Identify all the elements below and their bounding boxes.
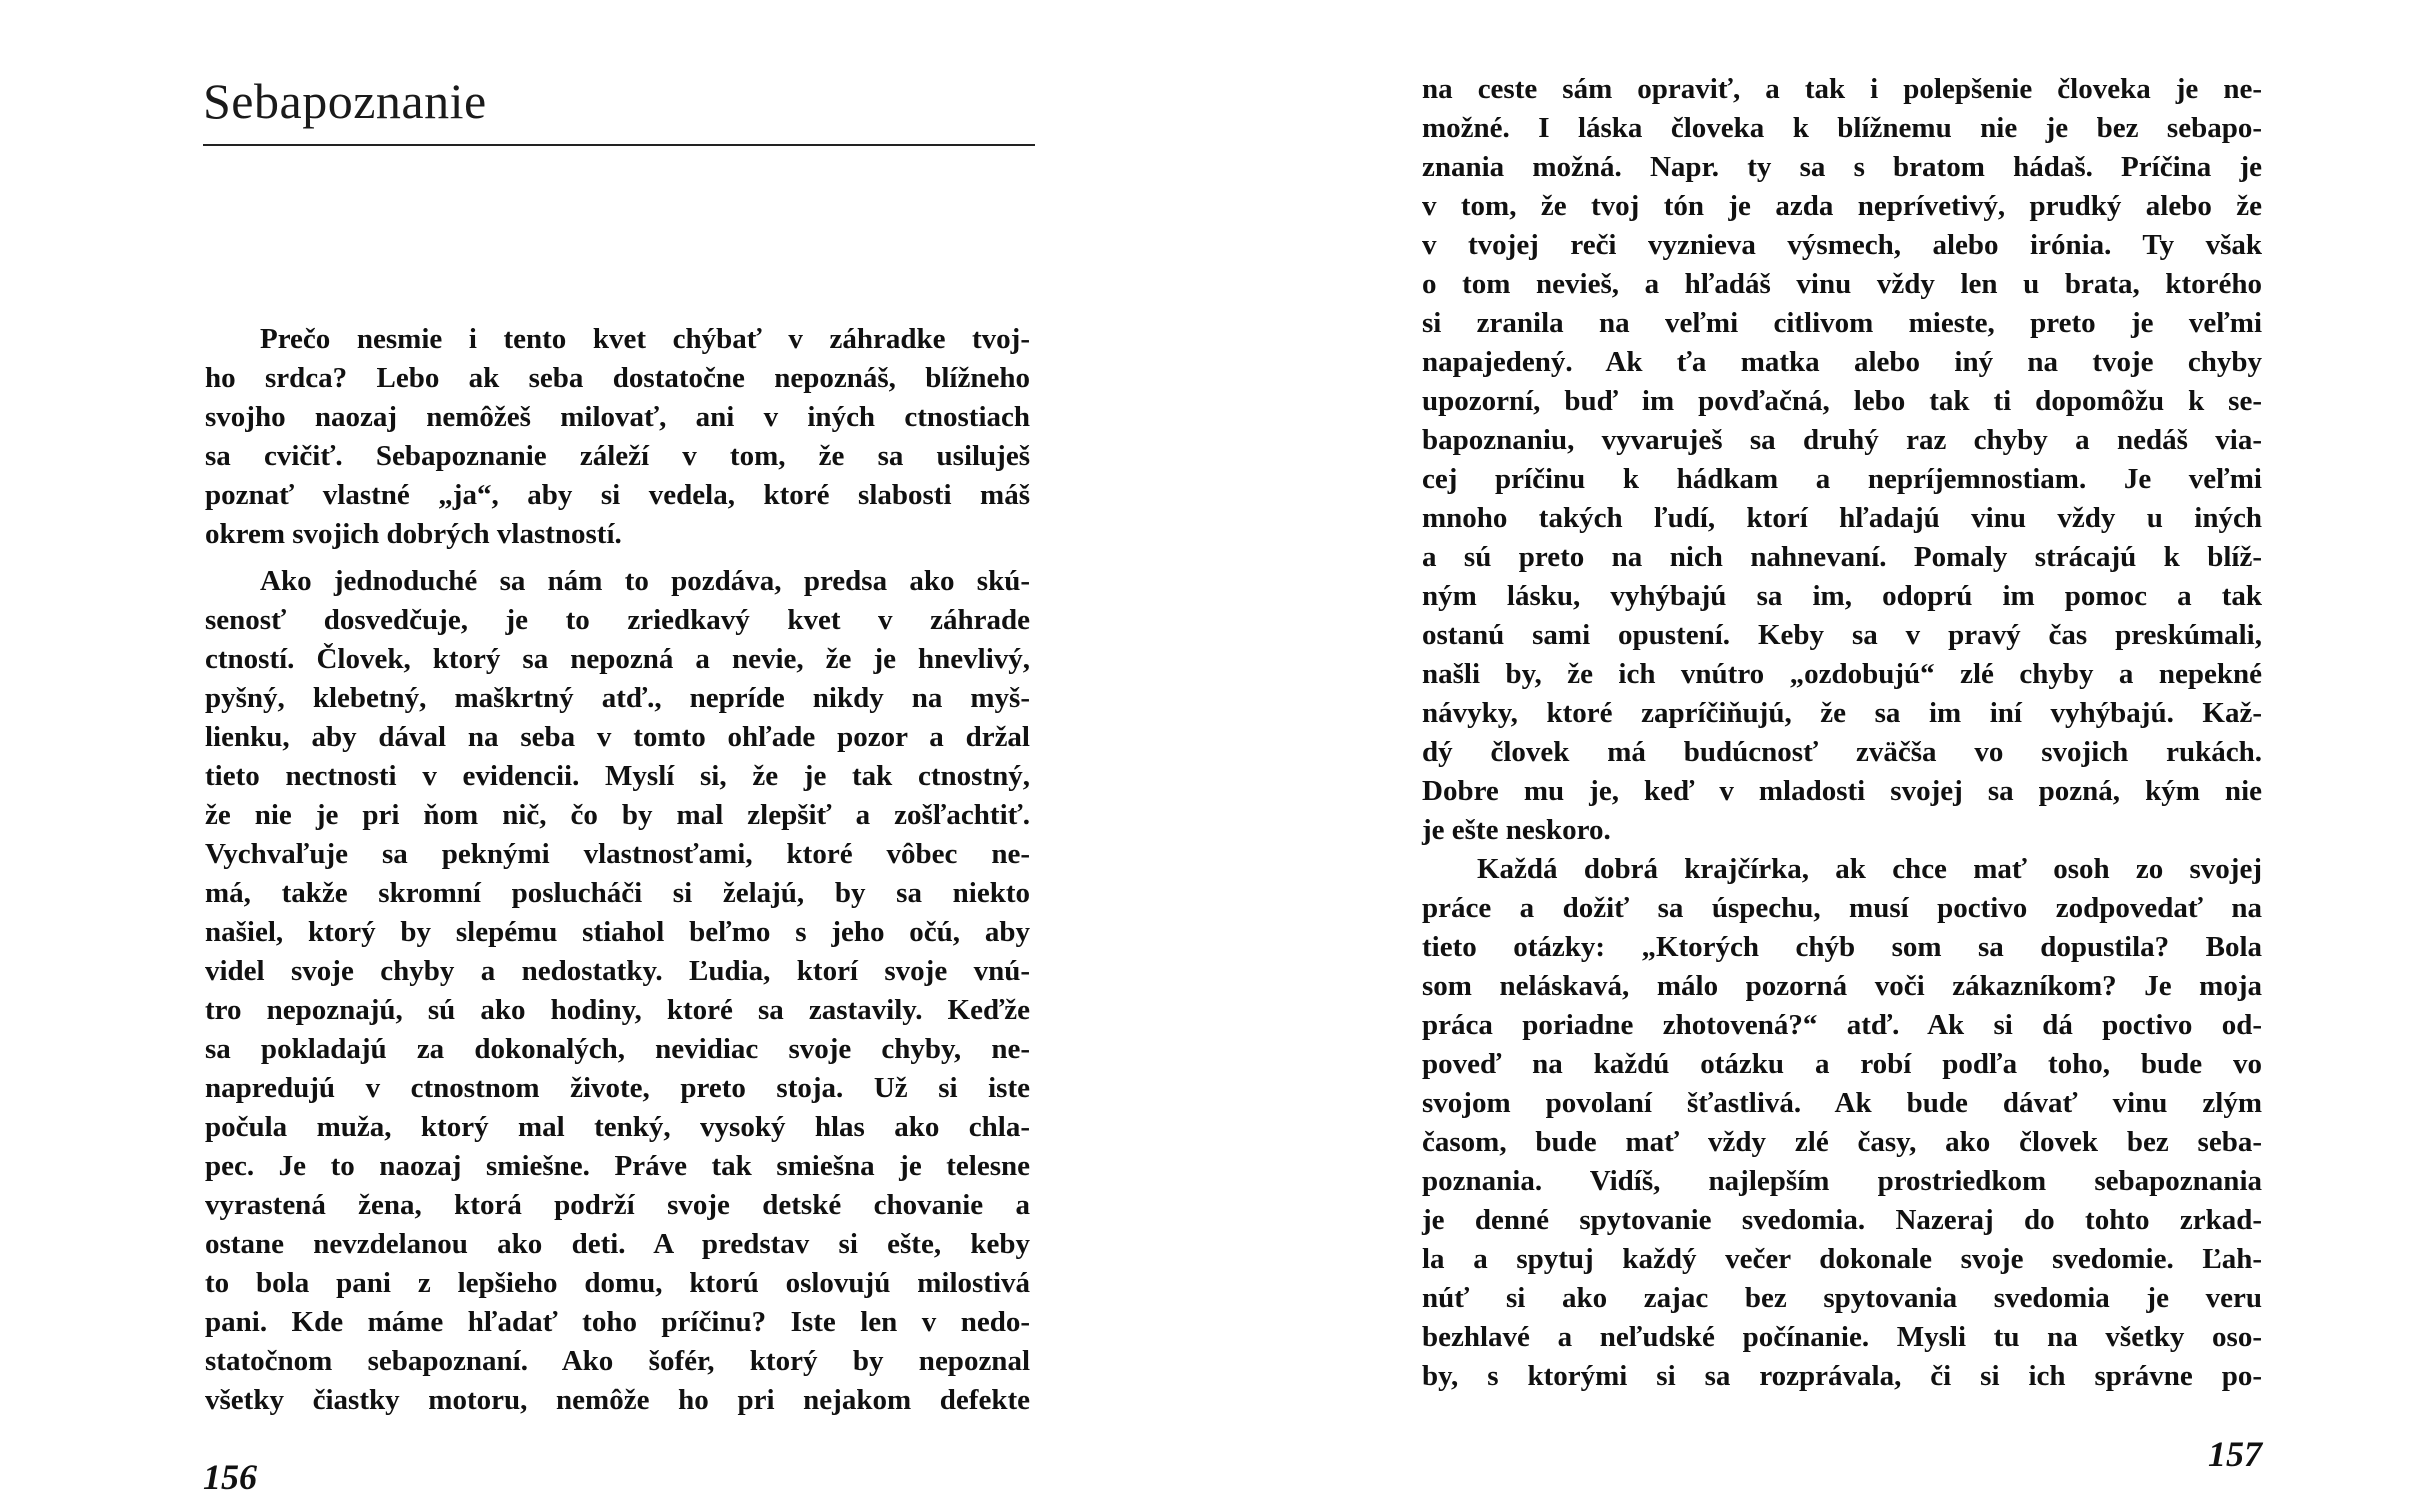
text-line: la a spytuj každý večer dokonale svoje svedomie. Ľah- <box>1422 1243 2262 1275</box>
text-line: svojho naozaj nemôžeš milovať, ani v iných ctnostiach <box>205 401 1030 433</box>
text-line: statočnom sebapoznaní. Ako šofér, ktorý by nepoznal <box>205 1345 1030 1377</box>
text-line: Ako jednoduché sa nám to pozdáva, predsa ako skú- <box>260 565 1030 597</box>
text-line: ným lásku, vyhýbajú sa im, odoprú im pomoc a tak <box>1422 580 2262 612</box>
paragraph <box>1422 70 2262 850</box>
text-line: pani. Kde máme hľadať toho príčinu? Iste len v nedo- <box>205 1306 1030 1338</box>
text-line: pec. Je to naozaj smiešne. Práve tak smiešna je telesne <box>205 1150 1030 1182</box>
text-line: sa pokladajú za dokonalých, nevidiac svoje chyby, ne- <box>205 1033 1030 1065</box>
text-line: pyšný, klebetný, maškrtný atď., nepríde nikdy na myš- <box>205 682 1030 714</box>
text-line: dý človek má budúcnosť zväčša vo svojich rukách. <box>1422 736 2262 768</box>
text-line: bezhlavé a neľudské počínanie. Mysli tu na všetky oso- <box>1422 1321 2262 1353</box>
text-line: Každá dobrá krajčírka, ak chce mať osoh zo svojej <box>1477 853 2262 885</box>
text-line: má, takže skromní poslucháči si želajú, by sa niekto <box>205 877 1030 909</box>
chapter-title: Sebapoznanie <box>203 73 487 129</box>
text-line: tieto nectnosti v evidencii. Myslí si, že je tak ctnostný, <box>205 760 1030 792</box>
text-line: tieto otázky: „Ktorých chýb som sa dopustila? Bola <box>1422 931 2262 963</box>
text-line: poznania. Vidíš, najlepším prostriedkom sebapoznania <box>1422 1165 2262 1197</box>
text-line: návyky, ktoré zapríčiňujú, že sa im iní vyhýbajú. Kaž- <box>1422 697 2262 729</box>
text-line: práca poriadne zhotovená?“ atď. Ak si dá poctivo od- <box>1422 1009 2262 1041</box>
text-line: videl svoje chyby a nedostatky. Ľudia, ktorí svoje vnú- <box>205 955 1030 987</box>
text-line: ho srdca? Lebo ak seba dostatočne nepoznáš, blížneho <box>205 362 1030 394</box>
text-line: svojom povolaní šťastlivá. Ak bude dávať vinu zlým <box>1422 1087 2262 1119</box>
text-line: vyrastená žena, ktorá podrží svoje detské chovanie a <box>205 1189 1030 1221</box>
page-number-left: 156 <box>203 1457 257 1497</box>
text-line: znania možná. Napr. ty sa s bratom hádaš. Príčina je <box>1422 151 2262 183</box>
text-line: je denné spytovanie svedomia. Nazeraj do tohto zrkad- <box>1422 1204 2262 1236</box>
text-line: práce a dožiť sa úspechu, musí poctivo zodpovedať na <box>1422 892 2262 924</box>
text-line: núť si ako zajac bez spytovania svedomia je veru <box>1422 1282 2262 1314</box>
text-line: našli by, že ich vnútro „ozdobujú“ zlé chyby a nepekné <box>1422 658 2262 690</box>
text-line: sa cvičiť. Sebapoznanie záleží v tom, že sa usiluješ <box>205 440 1030 472</box>
text-line: poveď na každú otázku a robí podľa toho, bude vo <box>1422 1048 2262 1080</box>
page-number-right: 157 <box>2208 1434 2262 1474</box>
text-line: v tvojej reči vyznieva výsmech, alebo irónia. Ty však <box>1422 229 2262 261</box>
paragraph <box>1422 850 2262 1396</box>
text-line: o tom nevieš, a hľadáš vinu vždy len u brata, ktorého <box>1422 268 2262 300</box>
text-line: všetky čiastky motoru, nemôže ho pri nejakom defekte <box>205 1384 1030 1416</box>
text-line: senosť dosvedčuje, je to zriedkavý kvet v záhrade <box>205 604 1030 636</box>
text-line: je ešte neskoro. <box>1422 814 1611 846</box>
text-line: si zranila na veľmi citlivom mieste, preto je veľmi <box>1422 307 2262 339</box>
paragraph <box>205 562 1030 1420</box>
text-line: mnoho takých ľudí, ktorí hľadajú vinu vždy u iných <box>1422 502 2262 534</box>
left-page-body <box>205 320 1030 1428</box>
text-line: Prečo nesmie i tento kvet chýbať v záhradke tvoj- <box>260 323 1030 355</box>
text-line: časom, bude mať vždy zlé časy, ako človek bez seba- <box>1422 1126 2262 1158</box>
text-line: počula muža, ktorý mal tenký, vysoký hlas ako chla- <box>205 1111 1030 1143</box>
text-line: by, s ktorými si sa rozprávala, či si ich správne po- <box>1422 1360 2262 1392</box>
text-line: v tom, že tvoj tón je azda neprívetivý, prudký alebo že <box>1422 190 2262 222</box>
text-line: lienku, aby dával na seba v tomto ohľade pozor a držal <box>205 721 1030 753</box>
text-line: našiel, ktorý by slepému stiahol beľmo s jeho očú, aby <box>205 916 1030 948</box>
text-line: cej príčinu k hádkam a nepríjemnostiam. Je veľmi <box>1422 463 2262 495</box>
text-line: tro nepoznajú, sú ako hodiny, ktoré sa zastavily. Keďže <box>205 994 1030 1026</box>
text-line: na ceste sám opraviť, a tak i polepšenie človeka je ne- <box>1422 73 2262 105</box>
text-line: ctností. Človek, ktorý sa nepozná a nevie, že je hnevlivý, <box>205 643 1030 675</box>
text-line: to bola pani z lepšieho domu, ktorú oslovujú milostivá <box>205 1267 1030 1299</box>
text-line: že nie je pri ňom nič, čo by mal zlepšiť a zošľachtiť. <box>205 799 1030 831</box>
text-line: napredujú v ctnostnom živote, preto stoja. Už si iste <box>205 1072 1030 1104</box>
text-line: možné. I láska človeka k blížnemu nie je bez sebapo- <box>1422 112 2262 144</box>
text-line: bapoznaniu, vyvaruješ sa druhý raz chyby a nedáš via- <box>1422 424 2262 456</box>
text-line: poznať vlastné „ja“, aby si vedela, ktoré slabosti máš <box>205 479 1030 511</box>
text-line: Vychvaľuje sa peknými vlastnosťami, ktoré vôbec ne- <box>205 838 1030 870</box>
text-line: upozorní, buď im povďačná, lebo tak ti dopomôžu k se- <box>1422 385 2262 417</box>
text-line: ostane nevzdelanou ako deti. A predstav si ešte, keby <box>205 1228 1030 1260</box>
text-line: som neláskavá, málo pozorná voči zákazníkom? Je moja <box>1422 970 2262 1002</box>
paragraph <box>205 320 1030 554</box>
text-line: ostanú sami opustení. Keby sa v pravý čas preskúmali, <box>1422 619 2262 651</box>
title-rule <box>203 144 1035 146</box>
text-line: napajedený. Ak ťa matka alebo iný na tvoje chyby <box>1422 346 2262 378</box>
right-page-body <box>1422 70 2262 1396</box>
text-line: okrem svojich dobrých vlastností. <box>205 518 622 550</box>
text-line: Dobre mu je, keď v mladosti svojej sa pozná, kým nie <box>1422 775 2262 807</box>
text-line: a sú preto na nich nahnevaní. Pomaly strácajú k blíž- <box>1422 541 2262 573</box>
